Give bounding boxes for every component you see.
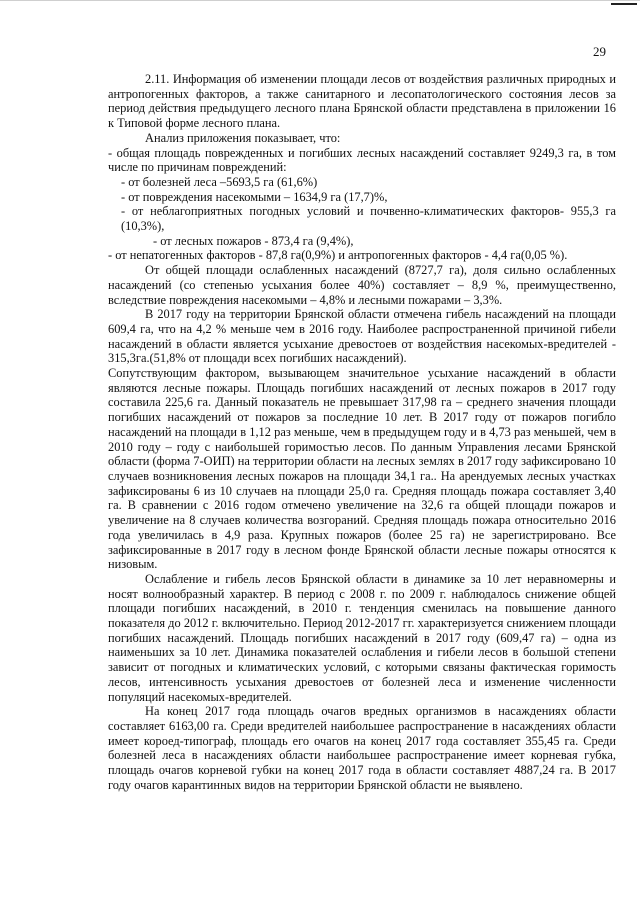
page-number: 29 xyxy=(593,44,606,59)
paragraph-pest-foci: На конец 2017 года площадь очагов вредных организмов в насаждениях области составляет 6163,00 га. Среди вредителей наибольшее распространение в насаждениях области имеет короед-типограф, площадь его очагов на конец 2017 года составляет 355,45 га. Среди болезней леса в насаждениях области наибольшее распространение имеет корневая губка, площадь очагов корневой губки на конец 2017 года в области составляет 4887,24 га. В 2017 году очагов карантинных видов на территории Брянской области не выявлено. xyxy=(108,704,616,792)
paragraph-analysis-intro: Анализ приложения показывает, что: xyxy=(145,130,341,145)
document-body xyxy=(108,72,616,792)
list-item-diseases: - от болезней леса –5693,5 га (61,6%) xyxy=(121,174,318,189)
paragraph-ten-year-dynamics: Ослабление и гибель лесов Брянской области в динамике за 10 лет неравномерны и носят волнообразный характер. В период с 2008 г. по 2009 г. наблюдалось снижение общей площади погибших насаждений, в 2010 г. тенденция сменилась на повышение данного показателя до 2012 г. включительно. Период 2012-2017 гг. характеризуется снижением площади погибших насаждений. Площадь погибших насаждений в 2017 году (609,47 га) – одна из наименьших за 10 лет. Динамика показателей ослабления и гибели лесов в большой степени зависит от погодных и климатических условий, с которыми связаны фактическая горимость лесов, интенсивность усыхания древостоев от болезней леса и изменение численности популяций насекомых-вредителей. xyxy=(108,571,616,704)
list-item-total-damaged: - общая площадь поврежденных и погибших лесных насаждений составляет 9249,3 га, в том числе по причинам повреждений: xyxy=(108,145,616,175)
list-item-insects: - от повреждения насекомыми – 1634,9 га (17,7)%, xyxy=(121,189,388,204)
paragraph-weakened-stands: От общей площади ослабленных насаждений (8727,7 га), доля сильно ослабленных насаждений (со степенью усыхания более 40%) составляет – 8,9 %, преимущественно, вследствие повреждения насекомыми – 4,8% и лесными пожарами – 3,3%. xyxy=(108,263,616,307)
paragraph-section-2-11: 2.11. Информация об изменении площади лесов от воздействия различных природных и антропогенных факторов, а также санитарного и лесопатологического состояния лесов за период действия предыдущего лесного плана Брянской области представлена в приложении 16 к Типовой форме лесного плана. xyxy=(108,72,616,131)
scan-corner-mark xyxy=(611,3,637,5)
paragraph-forest-fires: Сопутствующим фактором, вызывающем значительное усыхание насаждений в области являются лесные пожары. Площадь погибших насаждений от лесных пожаров в 2017 году составила 225,6 га. Данный показатель не превышает 317,98 га – среднего значения площади погибших насаждений от пожаров за последние 10 лет. В 2017 году от пожаров погибло насаждений на площади в 1,12 раз меньше, чем в предыдущем году и в 4,73 раз меньшей, чем в 2010 году – году с наибольшей горимостью лесов. По данным Управления лесами Брянской области (форма 7-ОИП) на территории области на лесных землях в 2017 году зафиксировано 10 случаев возникновения лесных пожаров на площади 34,1 га.. На арендуемых лесных участках зафиксированы 6 из 10 случаев на площади 25,0 га. Средняя площадь пожара составляет 3,40 га. В сравнении с 2016 годом отмечено увеличение на 32,6 га общей площади пожаров и увеличение на 8 случаев количества возгораний. Средняя площадь пожара относительно 2016 года увеличилась в 4,9 раза. Крупных пожаров (более 25 га) не зарегистрировано. Все зафиксированные в 2017 году в лесном фонде Брянской области лесные пожары относятся к низовым. xyxy=(108,366,616,572)
paragraph-2017-mortality: В 2017 году на территории Брянской области отмечена гибель насаждений на площади 609,4 га, что на 4,2 % меньше чем в 2016 году. Наиболее распространенной причиной гибели насаждений в области является усыхание древостоев от воздействия насекомых-вредителей - 315,3га.(51,8% от площади всех погибших насаждений). xyxy=(108,307,616,366)
scan-top-edge xyxy=(0,0,640,1)
list-item-weather: - от неблагоприятных погодных условий и почвенно-климатических факторов- 955,3 га (10,3%), xyxy=(121,204,616,234)
list-item-nonpathogenic: - от непатогенных факторов - 87,8 га(0,9%) и антропогенных факторов - 4,4 га(0,05 %). xyxy=(108,248,568,263)
list-item-fires: - от лесных пожаров - 873,4 га (9,4%), xyxy=(153,233,354,248)
